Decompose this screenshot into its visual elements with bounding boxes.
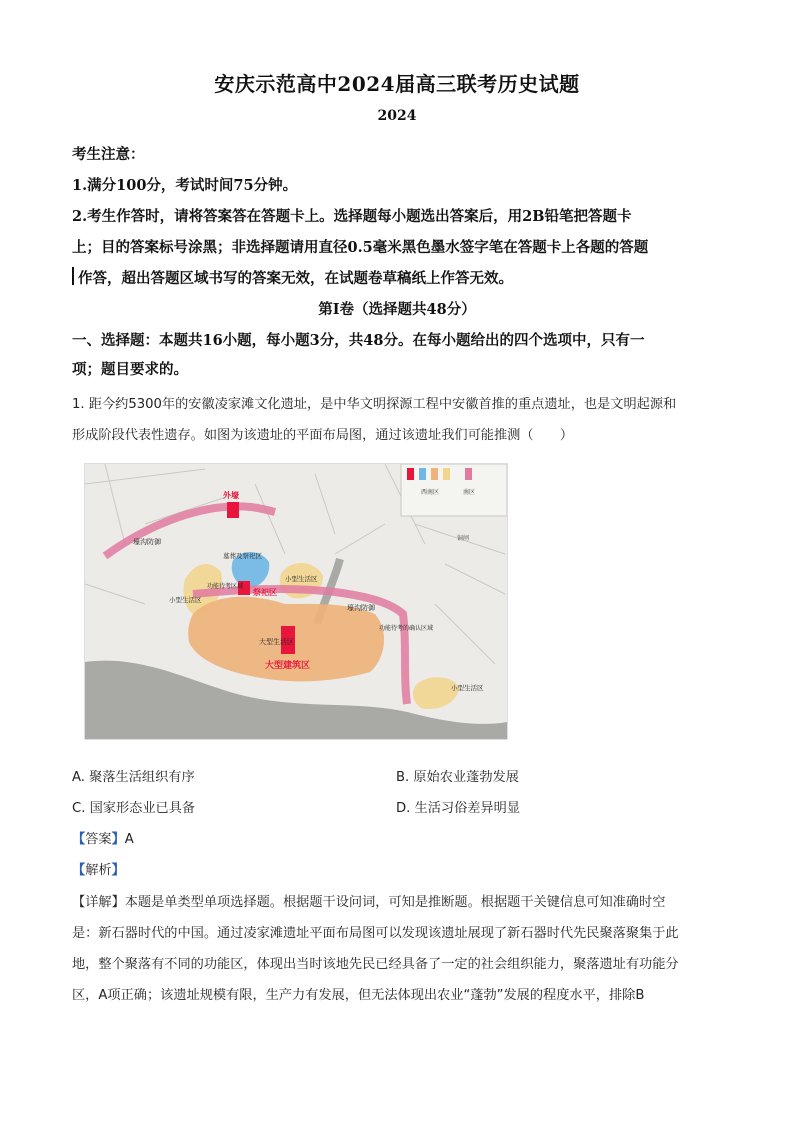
map-label-small-east: 小型生活区 <box>451 684 484 692</box>
analysis-row <box>72 859 125 878</box>
text-cursor <box>72 267 74 285</box>
analysis-close-bracket: 】 <box>111 863 125 878</box>
answer-row <box>72 828 134 847</box>
detail-line-1-text: 本题是单类型单项选择题。根据题干设问词，可知是推断题。根据题干关键信息可知准确时空 <box>124 895 666 910</box>
detail-line-4: 区，A项正确；该遗址规模有限，生产力有发展，但无法体现出农业“蓬勃”发展的程度水平，排除B <box>72 988 645 1003</box>
option-c: C. 国家形态业已具备 <box>72 801 196 816</box>
section-instructions-line2: 项；题目要求的。 <box>72 361 188 378</box>
notice-item-2-line3: 作答，超出答题区域书写的答案无效，在试题卷草稿纸上作答无效。 <box>78 270 513 287</box>
map-label-small-west: 小型生活区 <box>169 596 202 604</box>
map-label-fangyu-outer: 壕沟防御 <box>133 538 161 546</box>
analysis-open-bracket: 【 <box>72 863 86 878</box>
answer-close-bracket: 】 <box>111 832 125 847</box>
option-a: A. 聚落生活组织有序 <box>72 770 195 785</box>
map-label-nanqu: 南区 <box>463 489 476 496</box>
question-1-line1: 1. 距今约5300年的安徽凌家滩文化遗址，是中华文明探源工程中安徽首推的重点遗址，也是文明起源和 <box>72 397 677 412</box>
section-title: 第Ⅰ卷（选择题共48分） <box>318 301 476 318</box>
map-inset-legend <box>401 464 507 516</box>
map-label-daxing: 大型生活区 <box>259 638 294 646</box>
answer-open-bracket: 【 <box>72 832 86 847</box>
detail-line-2: 是：新石器时代的中国。通过凌家滩遗址平面布局图可以发现该遗址展现了新石器时代先民聚落聚集于此 <box>72 926 679 941</box>
map-label-gongneng1: 功能待考区域 <box>207 583 244 590</box>
question-1-line2: 形成阶段代表性遗存。如图为该遗址的平面布局图，通过该遗址我们可能推测（ ） <box>72 428 574 443</box>
marker-waihao <box>227 502 239 518</box>
option-d: D. 生活习俗差异明显 <box>396 801 521 816</box>
notice-item-2-line1: 2.考生作答时，请将答案答在答题卡上。选择题每小题选出答案后，用2B铅笔把答题卡 <box>72 208 632 225</box>
detail-line-1 <box>72 891 665 910</box>
map-label-huoxian: 铜闸 <box>457 535 470 542</box>
page-year: 2024 <box>377 108 417 124</box>
detail-line-3: 地，整个聚落有不同的功能区，体现出当时该地先民已经具备了一定的社会组织能力，聚落遗址有功能分 <box>72 957 679 972</box>
map-label-gongneng2: 功能待考的确认区域 <box>379 625 434 632</box>
map-label-jisi: 祭祀区 <box>253 588 277 597</box>
detail-open-bracket: 【 <box>72 895 86 910</box>
answer-label: 答案 <box>85 832 112 847</box>
site-map-figure <box>84 463 508 740</box>
detail-label: 详解 <box>85 895 112 910</box>
map-label-neihao: 壕沟防御 <box>347 604 375 612</box>
site-map <box>85 464 507 739</box>
section-instructions-line1: 一、选择题：本题共16小题，每小题3分，共48分。在每小题给出的四个选项中，只有一 <box>72 332 645 349</box>
analysis-label: 解析 <box>85 863 112 878</box>
notice-item-1: 1.满分100分，考试时间75分钟。 <box>72 177 298 194</box>
notice-item-2-line2: 上；目的答案标号涂黑；非选择题请用直径0.5毫米黑色墨水签字笔在答题卡上各题的答题 <box>72 239 649 256</box>
map-label-jianzhu: 大型建筑区 <box>265 661 311 671</box>
detail-close-bracket: 】 <box>111 895 125 910</box>
page-title: 安庆示范高中2024届高三联考历史试题 <box>214 72 580 96</box>
map-label-muzang: 墓葬及祭祀区 <box>223 552 262 560</box>
map-label-waihao: 外壕 <box>223 491 239 500</box>
option-b: B. 原始农业蓬勃发展 <box>396 770 519 785</box>
notice-heading: 考生注意： <box>72 146 145 163</box>
map-label-xinan: 西南区 <box>421 489 440 496</box>
answer-value: A <box>124 832 134 847</box>
map-label-small-mid: 小型生活区 <box>285 575 318 583</box>
